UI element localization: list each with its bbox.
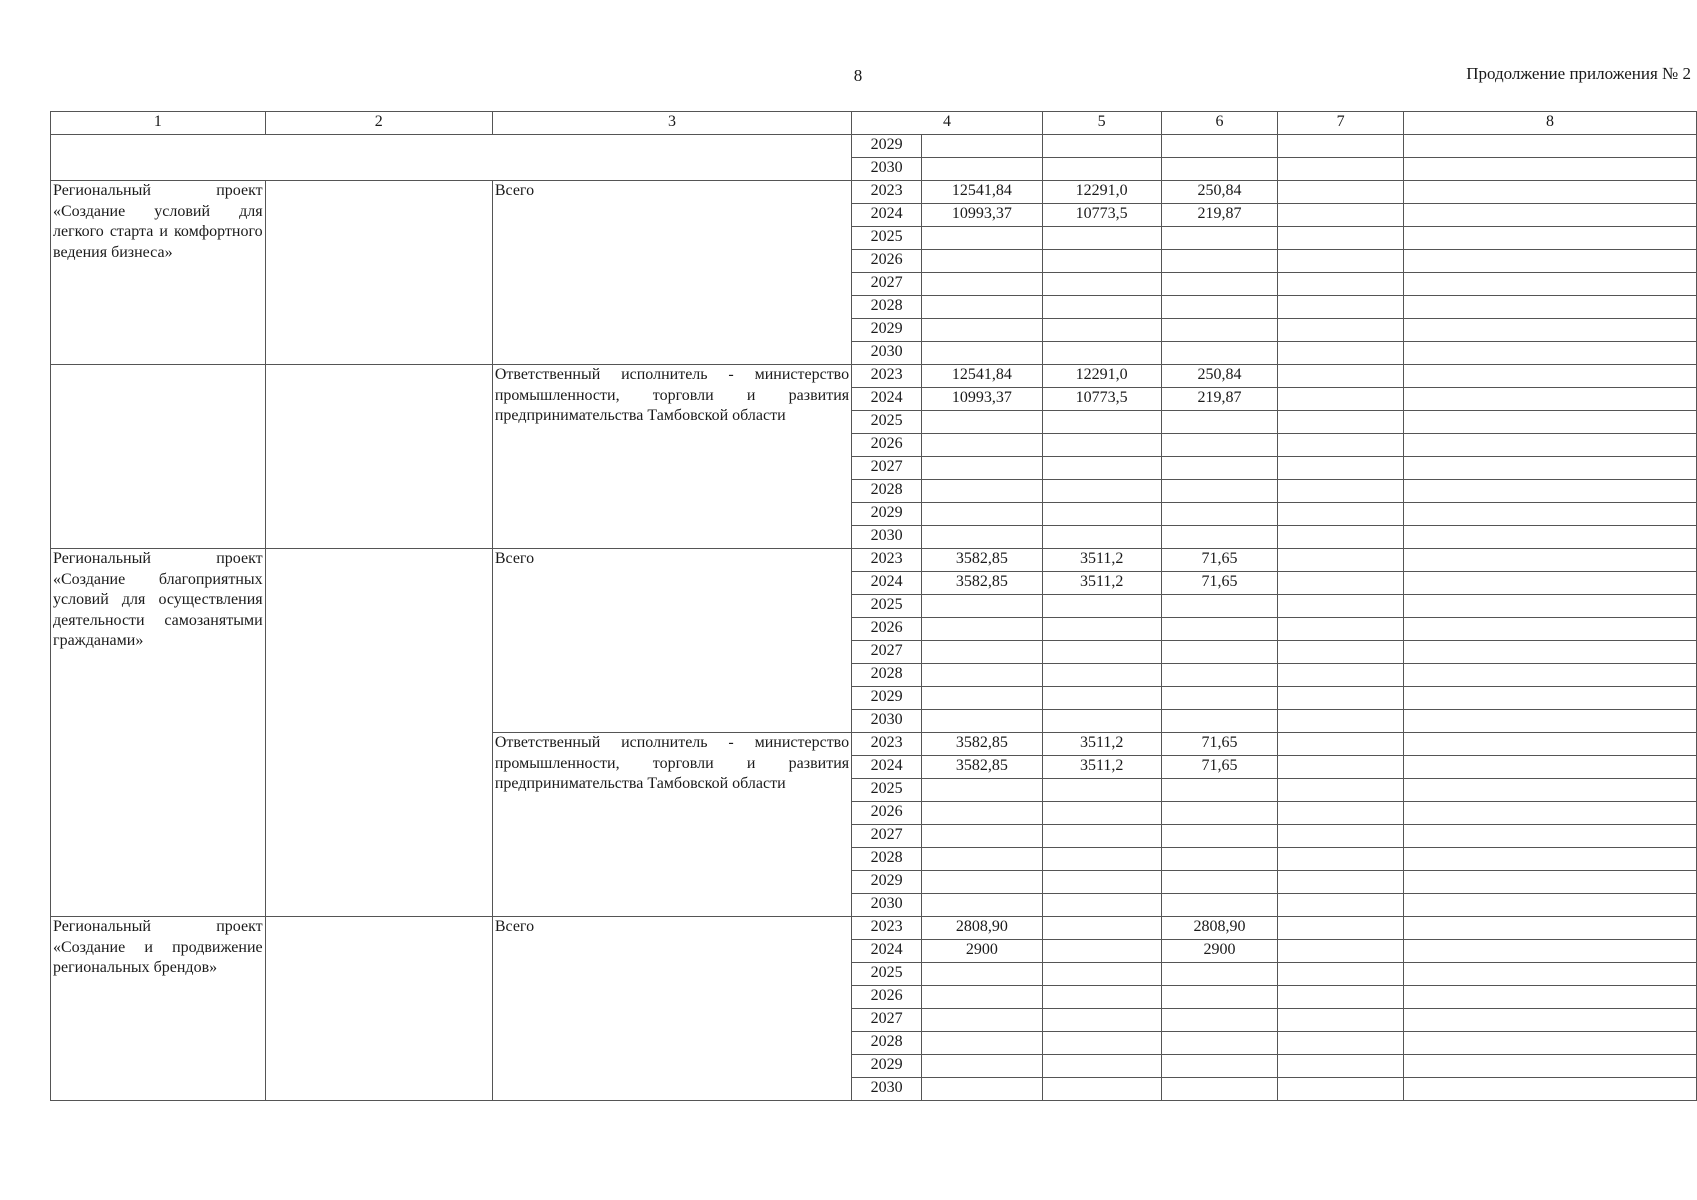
year-cell: 2024 [852, 572, 922, 595]
value-cell [1278, 135, 1404, 158]
value-cell [922, 618, 1043, 641]
value-cell: 3511,2 [1042, 756, 1161, 779]
value-cell [922, 1032, 1043, 1055]
year-cell: 2023 [852, 181, 922, 204]
value-cell [922, 710, 1043, 733]
value-cell [1278, 273, 1404, 296]
value-cell [922, 319, 1043, 342]
value-cell [1403, 986, 1696, 1009]
value-cell [1042, 1009, 1161, 1032]
year-cell: 2028 [852, 480, 922, 503]
value-cell [1403, 802, 1696, 825]
value-cell [922, 227, 1043, 250]
year-cell: 2025 [852, 595, 922, 618]
value-cell [922, 411, 1043, 434]
value-cell [1403, 227, 1696, 250]
value-cell [1042, 641, 1161, 664]
value-cell [922, 480, 1043, 503]
value-cell [1042, 802, 1161, 825]
value-cell [1278, 687, 1404, 710]
value-cell [922, 963, 1043, 986]
value-cell [1042, 503, 1161, 526]
value-cell [1042, 664, 1161, 687]
value-cell [922, 986, 1043, 1009]
value-cell [1161, 825, 1278, 848]
value-cell [1161, 158, 1278, 181]
value-cell: 10773,5 [1042, 388, 1161, 411]
value-cell [1403, 365, 1696, 388]
year-cell: 2027 [852, 825, 922, 848]
table-row [51, 181, 1697, 204]
value-cell [1278, 457, 1404, 480]
value-cell [922, 135, 1043, 158]
value-cell [1278, 894, 1404, 917]
table-row [51, 549, 1697, 572]
year-cell: 2027 [852, 1009, 922, 1032]
value-cell [1278, 1055, 1404, 1078]
column-2-cell [265, 917, 492, 1101]
value-cell [1161, 1009, 1278, 1032]
value-cell [1403, 848, 1696, 871]
value-cell [1161, 319, 1278, 342]
value-cell: 12541,84 [922, 365, 1043, 388]
value-cell [1278, 572, 1404, 595]
year-cell: 2026 [852, 802, 922, 825]
value-cell [1403, 319, 1696, 342]
value-cell [1042, 825, 1161, 848]
year-cell: 2024 [852, 204, 922, 227]
value-cell [1042, 963, 1161, 986]
value-cell [1403, 733, 1696, 756]
table-header-row [51, 112, 1697, 135]
value-cell [1278, 227, 1404, 250]
value-cell: 3511,2 [1042, 549, 1161, 572]
value-cell [922, 871, 1043, 894]
header-cell: 1 [51, 112, 266, 135]
value-cell [1403, 457, 1696, 480]
value-cell [1042, 296, 1161, 319]
value-cell [1403, 503, 1696, 526]
value-cell: 3582,85 [922, 572, 1043, 595]
value-cell [1042, 135, 1161, 158]
value-cell [1278, 710, 1404, 733]
value-cell: 10993,37 [922, 388, 1043, 411]
year-cell: 2029 [852, 1055, 922, 1078]
appendix-continuation-label: Продолжение приложения № 2 [1466, 64, 1691, 83]
value-cell [922, 526, 1043, 549]
value-cell [1403, 1055, 1696, 1078]
value-cell [1161, 618, 1278, 641]
year-cell: 2030 [852, 342, 922, 365]
value-cell [1278, 641, 1404, 664]
year-cell: 2029 [852, 503, 922, 526]
year-cell: 2024 [852, 756, 922, 779]
value-cell: 2808,90 [1161, 917, 1278, 940]
value-cell [1161, 273, 1278, 296]
value-cell [1161, 296, 1278, 319]
year-cell: 2025 [852, 779, 922, 802]
value-cell: 3511,2 [1042, 733, 1161, 756]
value-cell [1042, 710, 1161, 733]
project-name-cell: Региональный проект «Создание и продвижение региональных брендов» [51, 917, 266, 1101]
value-cell [1161, 963, 1278, 986]
value-cell [922, 779, 1043, 802]
year-cell: 2023 [852, 917, 922, 940]
value-cell [1042, 250, 1161, 273]
value-cell [1403, 135, 1696, 158]
value-cell [1161, 871, 1278, 894]
value-cell: 219,87 [1161, 204, 1278, 227]
value-cell [1403, 710, 1696, 733]
year-cell: 2024 [852, 388, 922, 411]
value-cell [1403, 1078, 1696, 1101]
value-cell [1278, 388, 1404, 411]
value-cell [1403, 342, 1696, 365]
value-cell: 219,87 [1161, 388, 1278, 411]
value-cell [922, 273, 1043, 296]
value-cell [1278, 411, 1404, 434]
value-cell [1042, 1078, 1161, 1101]
year-cell: 2026 [852, 618, 922, 641]
table-row [51, 917, 1697, 940]
value-cell: 10773,5 [1042, 204, 1161, 227]
value-cell [1161, 434, 1278, 457]
value-cell [1161, 986, 1278, 1009]
value-cell [922, 1055, 1043, 1078]
year-cell: 2029 [852, 319, 922, 342]
value-cell [922, 848, 1043, 871]
value-cell [1042, 319, 1161, 342]
column-2-cell [265, 365, 492, 549]
value-cell [1278, 503, 1404, 526]
value-cell [922, 457, 1043, 480]
value-cell [1403, 273, 1696, 296]
value-cell: 71,65 [1161, 572, 1278, 595]
value-cell [922, 825, 1043, 848]
value-cell [922, 503, 1043, 526]
value-cell [1161, 135, 1278, 158]
carryover-cell [51, 135, 852, 181]
value-cell [1161, 342, 1278, 365]
value-cell [1161, 526, 1278, 549]
value-cell [1042, 894, 1161, 917]
value-cell [1403, 1032, 1696, 1055]
year-cell: 2030 [852, 158, 922, 181]
value-cell: 12291,0 [1042, 365, 1161, 388]
value-cell [922, 894, 1043, 917]
header-cell: 4 [852, 112, 1043, 135]
value-cell [1278, 1078, 1404, 1101]
value-cell: 250,84 [1161, 181, 1278, 204]
year-cell: 2023 [852, 549, 922, 572]
value-cell [1278, 986, 1404, 1009]
year-cell: 2025 [852, 963, 922, 986]
value-cell [1161, 457, 1278, 480]
value-cell [922, 595, 1043, 618]
value-cell [1042, 227, 1161, 250]
value-cell: 10993,37 [922, 204, 1043, 227]
value-cell: 12291,0 [1042, 181, 1161, 204]
header-cell: 2 [265, 112, 492, 135]
value-cell [1403, 871, 1696, 894]
value-cell: 250,84 [1161, 365, 1278, 388]
table-row [51, 365, 1697, 388]
value-cell [922, 802, 1043, 825]
year-cell: 2030 [852, 526, 922, 549]
value-cell [1278, 802, 1404, 825]
funding-source-cell: Всего [492, 917, 851, 1101]
value-cell [1278, 342, 1404, 365]
value-cell [922, 342, 1043, 365]
value-cell [1403, 779, 1696, 802]
value-cell [1042, 480, 1161, 503]
year-cell: 2026 [852, 434, 922, 457]
value-cell [1278, 595, 1404, 618]
value-cell [1278, 1032, 1404, 1055]
year-cell: 2024 [852, 940, 922, 963]
value-cell [1278, 848, 1404, 871]
value-cell [1042, 526, 1161, 549]
page-number: 8 [853, 66, 863, 85]
value-cell [1042, 779, 1161, 802]
value-cell [1042, 871, 1161, 894]
column-2-cell [265, 181, 492, 365]
year-cell: 2025 [852, 411, 922, 434]
value-cell: 2900 [922, 940, 1043, 963]
value-cell [1403, 158, 1696, 181]
value-cell [1278, 549, 1404, 572]
value-cell [1042, 595, 1161, 618]
value-cell [1161, 848, 1278, 871]
value-cell: 3582,85 [922, 756, 1043, 779]
value-cell [1042, 917, 1161, 940]
year-cell: 2028 [852, 296, 922, 319]
value-cell [1403, 894, 1696, 917]
budget-table [50, 111, 1697, 1101]
value-cell [1403, 388, 1696, 411]
value-cell: 71,65 [1161, 756, 1278, 779]
value-cell [1161, 250, 1278, 273]
value-cell [1403, 595, 1696, 618]
value-cell [1403, 296, 1696, 319]
column-2-cell [265, 549, 492, 917]
year-cell: 2023 [852, 365, 922, 388]
value-cell: 71,65 [1161, 549, 1278, 572]
year-cell: 2023 [852, 733, 922, 756]
value-cell [1278, 204, 1404, 227]
value-cell [922, 250, 1043, 273]
value-cell [1278, 664, 1404, 687]
value-cell [1403, 204, 1696, 227]
year-cell: 2030 [852, 1078, 922, 1101]
header-cell: 5 [1042, 112, 1161, 135]
header-cell: 8 [1403, 112, 1696, 135]
year-cell: 2029 [852, 871, 922, 894]
value-cell [1278, 618, 1404, 641]
value-cell [922, 158, 1043, 181]
value-cell [1403, 756, 1696, 779]
project-name-cell [51, 365, 266, 549]
project-name-cell: Региональный проект «Создание благоприятных условий для осуществления деятельности самозанятыми гражданами» [51, 549, 266, 917]
value-cell [1403, 1009, 1696, 1032]
value-cell [1042, 434, 1161, 457]
value-cell [1042, 986, 1161, 1009]
funding-source-cell: Ответственный исполнитель - министерство промышленности, торговли и развития предпринимательства Тамбовской области [492, 733, 851, 917]
value-cell [1042, 940, 1161, 963]
year-cell: 2030 [852, 710, 922, 733]
value-cell [1278, 296, 1404, 319]
year-cell: 2025 [852, 227, 922, 250]
value-cell [1042, 848, 1161, 871]
value-cell [1161, 411, 1278, 434]
value-cell [1161, 641, 1278, 664]
value-cell [1161, 595, 1278, 618]
value-cell [1278, 940, 1404, 963]
table-row [51, 135, 1697, 158]
year-cell: 2028 [852, 1032, 922, 1055]
value-cell [1278, 733, 1404, 756]
value-cell [1403, 181, 1696, 204]
value-cell: 71,65 [1161, 733, 1278, 756]
year-cell: 2028 [852, 848, 922, 871]
year-cell: 2027 [852, 273, 922, 296]
value-cell [1403, 940, 1696, 963]
value-cell [1278, 319, 1404, 342]
value-cell [1278, 756, 1404, 779]
value-cell [922, 434, 1043, 457]
value-cell [922, 641, 1043, 664]
value-cell [1161, 1055, 1278, 1078]
value-cell [1161, 1078, 1278, 1101]
value-cell: 12541,84 [922, 181, 1043, 204]
value-cell: 2808,90 [922, 917, 1043, 940]
funding-source-cell: Всего [492, 549, 851, 733]
value-cell [1278, 434, 1404, 457]
value-cell [1278, 480, 1404, 503]
year-cell: 2029 [852, 687, 922, 710]
value-cell [1403, 526, 1696, 549]
value-cell [1403, 434, 1696, 457]
value-cell: 3511,2 [1042, 572, 1161, 595]
value-cell [1278, 779, 1404, 802]
value-cell [922, 1009, 1043, 1032]
value-cell [1403, 411, 1696, 434]
value-cell [1161, 503, 1278, 526]
value-cell [1403, 963, 1696, 986]
value-cell [1278, 181, 1404, 204]
value-cell [1278, 917, 1404, 940]
funding-source-cell: Ответственный исполнитель - министерство промышленности, торговли и развития предпринимательства Тамбовской области [492, 365, 851, 549]
value-cell: 3582,85 [922, 549, 1043, 572]
value-cell [1403, 641, 1696, 664]
value-cell [1403, 687, 1696, 710]
value-cell [1042, 457, 1161, 480]
value-cell [1161, 480, 1278, 503]
value-cell [1403, 572, 1696, 595]
value-cell [1161, 1032, 1278, 1055]
value-cell [1403, 618, 1696, 641]
value-cell [1042, 273, 1161, 296]
value-cell [1278, 825, 1404, 848]
value-cell [1042, 342, 1161, 365]
project-name-cell: Региональный проект «Создание условий для легкого старта и комфортного ведения бизнеса» [51, 181, 266, 365]
year-cell: 2027 [852, 457, 922, 480]
value-cell: 3582,85 [922, 733, 1043, 756]
value-cell [1161, 710, 1278, 733]
funding-source-cell: Всего [492, 181, 851, 365]
year-cell: 2026 [852, 250, 922, 273]
value-cell [922, 664, 1043, 687]
value-cell [1161, 894, 1278, 917]
value-cell [1042, 618, 1161, 641]
value-cell [1403, 825, 1696, 848]
value-cell [1161, 687, 1278, 710]
value-cell [1042, 687, 1161, 710]
value-cell [922, 296, 1043, 319]
value-cell [1403, 917, 1696, 940]
value-cell [922, 1078, 1043, 1101]
value-cell [1278, 1009, 1404, 1032]
value-cell [1278, 963, 1404, 986]
value-cell [1278, 158, 1404, 181]
value-cell [1278, 526, 1404, 549]
value-cell [1042, 411, 1161, 434]
value-cell [1161, 227, 1278, 250]
value-cell [1278, 871, 1404, 894]
year-cell: 2027 [852, 641, 922, 664]
header-cell: 6 [1161, 112, 1278, 135]
value-cell [1403, 250, 1696, 273]
value-cell [1161, 802, 1278, 825]
value-cell [1403, 480, 1696, 503]
year-cell: 2029 [852, 135, 922, 158]
value-cell: 2900 [1161, 940, 1278, 963]
value-cell [1403, 549, 1696, 572]
value-cell [1278, 250, 1404, 273]
header-cell: 7 [1278, 112, 1404, 135]
value-cell [1042, 158, 1161, 181]
value-cell [1403, 664, 1696, 687]
value-cell [1161, 779, 1278, 802]
year-cell: 2028 [852, 664, 922, 687]
value-cell [1161, 664, 1278, 687]
value-cell [1278, 365, 1404, 388]
header-cell: 3 [492, 112, 851, 135]
value-cell [1042, 1032, 1161, 1055]
year-cell: 2026 [852, 986, 922, 1009]
value-cell [1042, 1055, 1161, 1078]
year-cell: 2030 [852, 894, 922, 917]
value-cell [922, 687, 1043, 710]
